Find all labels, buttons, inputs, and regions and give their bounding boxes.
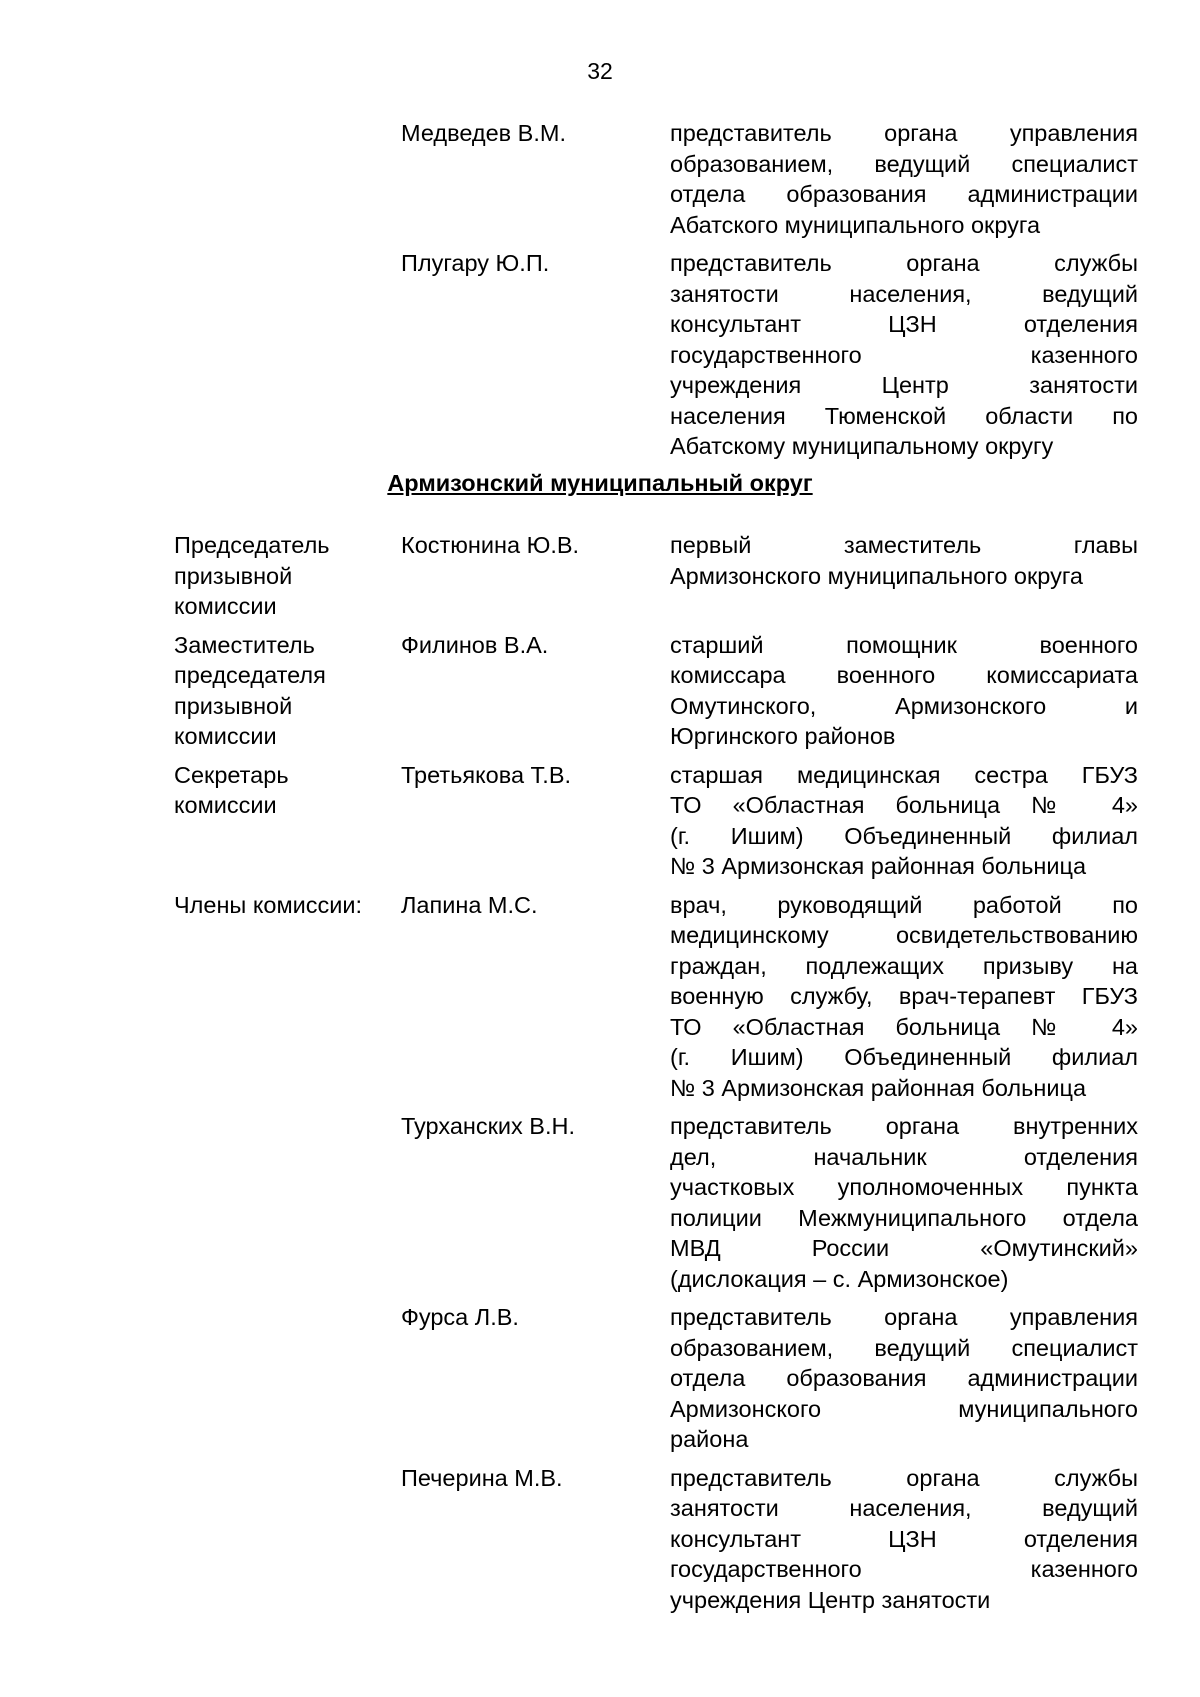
member-description-line: занятости населения, ведущий (670, 1495, 1138, 1521)
member-description-line: представитель органа управления (670, 1304, 1138, 1330)
member-description-line: ТО «Областная больница № 4» (670, 1013, 1138, 1040)
member-role-line: комиссии (174, 792, 277, 818)
member-role-line: Заместитель (174, 631, 315, 658)
member-row (0, 118, 1200, 240)
member-description-line: отдела образования администрации (670, 1365, 1138, 1391)
member-description-line: консультант ЦЗН отделения (670, 1525, 1138, 1552)
member-description (670, 248, 1138, 462)
member-description-line: учреждения Центр занятости (670, 372, 1138, 398)
member-row (0, 760, 1200, 882)
member-description-line: (г. Ишим) Объединенный филиал (670, 1044, 1138, 1070)
member-description-line: государственного казенного (670, 1556, 1138, 1582)
member-role-line: Секретарь (174, 761, 289, 788)
member-row (0, 1302, 1200, 1455)
member-description (670, 760, 1138, 882)
member-description-line: представитель органа внутренних (670, 1113, 1138, 1139)
member-role (174, 890, 394, 921)
member-description-line: врач, руководящий работой по (670, 891, 1138, 918)
member-description (670, 1111, 1138, 1294)
member-description-line: старший помощник военного (670, 631, 1138, 658)
member-description-line: Абатскому муниципальному округу (670, 433, 1054, 459)
member-description-line: (дислокация – с. Армизонское) (670, 1265, 1009, 1292)
member-description-line: ТО «Областная больница № 4» (670, 792, 1138, 818)
member-description-line: Юргинского районов (670, 723, 896, 749)
member-row (0, 890, 1200, 1104)
member-description-line: занятости населения, ведущий (670, 280, 1138, 307)
section-title: Армизонский муниципальный округ (387, 470, 813, 496)
member-role-line: комиссии (174, 593, 277, 619)
member-name: Лапина М.С. (401, 891, 538, 918)
member-description-line: Омутинского, Армизонского и (670, 692, 1138, 719)
member-description-line: представитель органа службы (670, 1464, 1138, 1491)
member-description-line: граждан, подлежащих призыву на (670, 952, 1138, 979)
member-name: Печерина М.В. (401, 1464, 563, 1491)
member-description-line: старшая медицинская сестра ГБУЗ (670, 761, 1138, 788)
member-role-line: призывной (174, 692, 293, 719)
member-description-line: района (670, 1426, 749, 1452)
member-row (0, 530, 1200, 622)
member-name: Филинов В.А. (401, 631, 549, 658)
member-row (0, 630, 1200, 752)
top-members-list (0, 118, 1200, 462)
member-name: Третьякова Т.В. (401, 761, 572, 788)
member-description-line: образованием, ведущий специалист (670, 150, 1138, 177)
member-description (670, 1302, 1138, 1455)
member-description-line: медицинскому освидетельствованию (670, 922, 1138, 948)
member-description-line: комиссара военного комиссариата (670, 662, 1138, 688)
commission-members-list (0, 530, 1200, 1615)
member-row (0, 1463, 1200, 1616)
member-description-line: (г. Ишим) Объединенный филиал (670, 822, 1138, 849)
member-description-line: № 3 Армизонская районная больница (670, 1074, 1087, 1101)
member-description (670, 530, 1138, 622)
member-description-line: представитель органа службы (670, 250, 1138, 276)
member-name: Фурса Л.В. (401, 1304, 519, 1330)
member-name: Турханских В.Н. (401, 1113, 576, 1139)
member-row (0, 248, 1200, 462)
member-role (174, 530, 394, 622)
member-description-line: отдела образования администрации (670, 181, 1138, 207)
member-name: Плугару Ю.П. (401, 250, 550, 276)
member-description-line: Армизонского муниципального (670, 1395, 1138, 1422)
member-description (670, 118, 1138, 240)
member-role (174, 630, 394, 752)
member-description-line: населения Тюменской области по (670, 402, 1138, 429)
member-description (670, 890, 1138, 1104)
member-description-line: военную службу, врач-терапевт ГБУЗ (670, 983, 1138, 1009)
member-name: Медведев В.М. (401, 120, 566, 146)
member-role-line: председателя (174, 662, 326, 688)
page-number: 32 (587, 58, 613, 84)
member-role-line: комиссии (174, 723, 277, 749)
member-description-line: дел, начальник отделения (670, 1143, 1138, 1170)
member-row (0, 1111, 1200, 1294)
member-description-line: МВД России «Омутинский» (670, 1235, 1138, 1261)
member-role-line: Члены комиссии: (174, 891, 363, 918)
member-description-line: Абатского муниципального округа (670, 211, 1041, 238)
member-description-line: государственного казенного (670, 341, 1138, 368)
member-name: Костюнина Ю.В. (401, 532, 580, 558)
member-description-line: учреждения Центр занятости (670, 1586, 991, 1613)
member-description-line: Армизонского муниципального округа (670, 562, 1083, 589)
member-description-line: образованием, ведущий специалист (670, 1334, 1138, 1361)
member-description (670, 630, 1138, 752)
member-description-line: участковых уполномоченных пункта (670, 1174, 1138, 1200)
member-description-line: консультант ЦЗН отделения (670, 311, 1138, 337)
member-role (174, 760, 394, 821)
member-description (670, 1463, 1138, 1616)
member-role-line: Председатель (174, 532, 330, 558)
member-description-line: полиции Межмуниципального отдела (670, 1204, 1138, 1231)
member-description-line: первый заместитель главы (670, 532, 1138, 558)
member-description-line: представитель органа управления (670, 120, 1138, 146)
member-description-line: № 3 Армизонская районная больница (670, 853, 1087, 879)
member-role-line: призывной (174, 562, 293, 589)
